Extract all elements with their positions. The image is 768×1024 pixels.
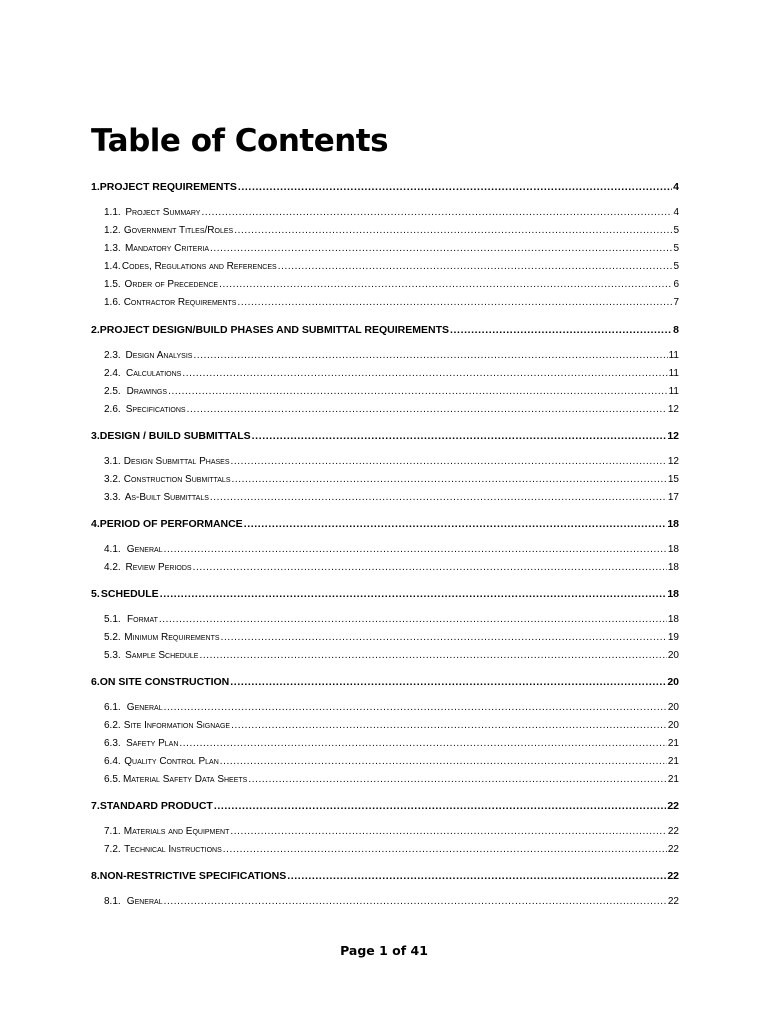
toc-section-entry[interactable] <box>91 800 679 816</box>
toc-entry-number: 1.6. <box>104 297 121 308</box>
dot-leader <box>210 492 667 503</box>
toc-subsection-entry[interactable] <box>104 650 679 666</box>
toc-subsection-entry[interactable] <box>104 243 679 259</box>
toc-entry-page-number: 20 <box>667 720 679 731</box>
toc-entry-page-number: 15 <box>667 474 679 485</box>
toc-entry-label: Site Information Signage <box>123 720 231 731</box>
toc-entry-number: 4.1. <box>104 544 121 555</box>
toc-entry-page-number: 20 <box>667 650 679 661</box>
dot-leader <box>164 544 667 555</box>
toc-subsection-entry[interactable] <box>104 386 679 402</box>
dot-leader <box>187 404 667 415</box>
toc-entry-page-number: 11 <box>668 368 679 379</box>
toc-entry-page-number: 22 <box>667 844 679 855</box>
toc-entry-label: Design Submittal Phases <box>123 456 230 467</box>
dot-leader <box>220 756 667 767</box>
toc-entry-label: Calculations <box>125 368 182 379</box>
toc-entry-label: Specifications <box>125 404 186 415</box>
toc-subsection-entry[interactable] <box>104 614 679 630</box>
dot-leader <box>252 430 667 442</box>
dot-leader <box>450 324 672 336</box>
toc-entry-label: Material Safety Data Sheets <box>122 774 248 785</box>
toc-entry-number: 7.2. <box>104 844 121 855</box>
toc-entry-page-number: 5 <box>673 243 679 254</box>
toc-subsection-entry[interactable] <box>104 562 679 578</box>
toc-entry-page-number: 6 <box>673 279 679 290</box>
toc-entry-label: Drawings <box>126 386 168 397</box>
dot-leader <box>238 181 672 193</box>
toc-subsection-entry[interactable] <box>104 404 679 420</box>
dot-leader <box>219 279 672 290</box>
toc-entry-number: 6.2. <box>104 720 121 731</box>
dot-leader <box>179 738 666 749</box>
toc-entry-page-number: 4 <box>673 181 679 193</box>
toc-entry-label: As-Built Submittals <box>124 492 209 503</box>
toc-entry-label: DESIGN / BUILD SUBMITTALS <box>99 430 251 442</box>
toc-entry-page-number: 12 <box>667 430 679 442</box>
toc-entry-page-number: 11 <box>668 386 679 397</box>
toc-section-entry[interactable] <box>91 430 679 446</box>
toc-section-entry[interactable] <box>91 518 679 534</box>
toc-entry-number: 5.2. <box>104 632 121 643</box>
toc-entry-number: 3.3. <box>104 492 121 503</box>
toc-entry-page-number: 17 <box>667 492 679 503</box>
dot-leader <box>230 826 666 837</box>
toc-entry-number: 6.4. <box>104 756 121 767</box>
toc-entry-number: 4.2. <box>104 562 121 573</box>
dot-leader <box>231 474 666 485</box>
toc-entry-number: 2.3. <box>104 350 121 361</box>
toc-subsection-entry[interactable] <box>104 297 679 313</box>
toc-subsection-entry[interactable] <box>104 544 679 560</box>
toc-entry-number: 3.1. <box>104 456 121 467</box>
toc-entry-page-number: 7 <box>673 297 679 308</box>
toc-section-entry[interactable] <box>91 181 679 197</box>
toc-subsection-entry[interactable] <box>104 702 679 718</box>
toc-subsection-entry[interactable] <box>104 207 679 223</box>
toc-entry-number: 2.5. <box>104 386 121 397</box>
toc-entry-number: 1.2. <box>104 225 121 236</box>
dot-leader <box>248 774 667 785</box>
dot-leader <box>164 896 667 907</box>
toc-subsection-entry[interactable] <box>104 261 679 277</box>
dot-leader <box>168 386 668 397</box>
toc-entry-label: Format <box>127 614 158 625</box>
toc-entry-label: PROJECT DESIGN/BUILD PHASES AND SUBMITTAL REQUIREMENTS <box>99 324 450 336</box>
toc-entry-label: Sample Schedule <box>125 650 199 661</box>
toc-entry-number: 1.1. <box>104 207 121 218</box>
toc-entry-label: Quality Control Plan <box>124 756 219 767</box>
toc-entry-page-number: 12 <box>667 404 679 415</box>
toc-entry-number: 8.1. <box>104 896 121 907</box>
toc-entry-number: 6.3. <box>104 738 121 749</box>
dot-leader <box>234 225 672 236</box>
toc-entry-page-number: 21 <box>667 774 679 785</box>
toc-entry-number: 4. <box>91 518 100 530</box>
toc-entry-label: General <box>126 702 163 713</box>
toc-subsection-entry[interactable] <box>104 826 679 842</box>
toc-section-entry[interactable] <box>91 870 679 886</box>
dot-leader <box>223 844 667 855</box>
toc-entry-page-number: 18 <box>667 614 679 625</box>
toc-entry-label: PROJECT REQUIREMENTS <box>99 181 237 193</box>
toc-entry-page-number: 21 <box>667 756 679 767</box>
dot-leader <box>287 870 666 882</box>
dot-leader <box>214 800 666 812</box>
dot-leader <box>278 261 673 272</box>
dot-leader <box>244 518 667 530</box>
toc-section-entry[interactable] <box>91 676 679 692</box>
toc-entry-label: General <box>126 544 163 555</box>
dot-leader <box>237 297 672 308</box>
toc-entry-number: 2. <box>91 324 100 336</box>
toc-entry-number: 7.1. <box>104 826 121 837</box>
toc-subsection-entry[interactable] <box>104 720 679 736</box>
toc-subsection-entry[interactable] <box>104 368 679 384</box>
toc-entry-label: Construction Submittals <box>123 474 231 485</box>
toc-entry-number: 6.1. <box>104 702 121 713</box>
dot-leader <box>210 243 672 254</box>
toc-entry-number: 1.3. <box>104 243 121 254</box>
toc-entry-label: STANDARD PRODUCT <box>99 800 213 812</box>
toc-entry-page-number: 20 <box>667 702 679 713</box>
toc-entry-number: 1.4. <box>104 261 121 272</box>
toc-subsection-entry[interactable] <box>104 279 679 295</box>
toc-subsection-entry[interactable] <box>104 844 679 860</box>
dot-leader <box>193 350 667 361</box>
dot-leader <box>230 676 666 688</box>
toc-entry-label: PERIOD OF PERFORMANCE <box>99 518 243 530</box>
toc-entry-label: Order of Precedence <box>124 279 219 290</box>
toc-subsection-entry[interactable] <box>104 774 679 790</box>
toc-subsection-entry[interactable] <box>104 456 679 472</box>
toc-entry-page-number: 21 <box>667 738 679 749</box>
toc-entry-page-number: 22 <box>667 826 679 837</box>
toc-subsection-entry[interactable] <box>104 225 679 241</box>
dot-leader <box>160 588 667 600</box>
toc-entry-label: Materials and Equipment <box>123 826 230 837</box>
toc-entry-page-number: 18 <box>667 588 679 600</box>
toc-entry-number: 5.3. <box>104 650 121 661</box>
toc-entry-page-number: 22 <box>667 896 679 907</box>
toc-entry-page-number: 20 <box>667 676 679 688</box>
toc-subsection-entry[interactable] <box>104 350 679 366</box>
toc-entry-number: 7. <box>91 800 100 812</box>
dot-leader <box>182 368 667 379</box>
toc-entry-number: 1. <box>91 181 100 193</box>
toc-entry-label: Design Analysis <box>125 350 193 361</box>
toc-entry-number: 6.5. <box>104 774 121 785</box>
toc-entry-page-number: 4 <box>673 207 679 218</box>
toc-entry-page-number: 19 <box>667 632 679 643</box>
toc-entry-number: 2.6. <box>104 404 121 415</box>
toc-entry-page-number: 5 <box>673 225 679 236</box>
dot-leader <box>231 456 667 467</box>
toc-section-entry[interactable] <box>91 588 679 604</box>
toc-subsection-entry[interactable] <box>104 492 679 508</box>
toc-entry-number: 3. <box>91 430 100 442</box>
toc-entry-label: Review Periods <box>125 562 192 573</box>
toc-subsection-entry[interactable] <box>104 756 679 772</box>
toc-entry-page-number: 18 <box>667 562 679 573</box>
toc-entry-label: Mandatory Criteria <box>124 243 210 254</box>
toc-entry-page-number: 8 <box>673 324 679 336</box>
toc-entry-number: 5. <box>91 588 100 600</box>
toc-entry-number: 3.2. <box>104 474 121 485</box>
toc-entry-label: Government Titles/Roles <box>123 225 234 236</box>
dot-leader <box>221 632 667 643</box>
toc-entry-page-number: 11 <box>668 350 679 361</box>
toc-entry-page-number: 12 <box>667 456 679 467</box>
dot-leader <box>193 562 667 573</box>
toc-entry-page-number: 18 <box>667 544 679 555</box>
toc-entry-label: Codes, Regulations and References <box>121 261 277 272</box>
toc-entry-label: General <box>126 896 163 907</box>
page-title: Table of Contents <box>91 123 389 159</box>
toc-entry-number: 6. <box>91 676 100 688</box>
dot-leader <box>201 207 672 218</box>
toc-subsection-entry[interactable] <box>104 896 679 912</box>
toc-entry-page-number: 22 <box>667 870 679 882</box>
toc-entry-label: Safety Plan <box>126 738 179 749</box>
dot-leader <box>164 702 667 713</box>
toc-entry-label: NON-RESTRICTIVE SPECIFICATIONS <box>99 870 287 882</box>
toc-entry-number: 1.5. <box>104 279 121 290</box>
toc-entry-label: Minimum Requirements <box>124 632 220 643</box>
toc-entry-label: SCHEDULE <box>100 588 159 600</box>
dot-leader <box>159 614 667 625</box>
toc-subsection-entry[interactable] <box>104 738 679 754</box>
toc-subsection-entry[interactable] <box>104 474 679 490</box>
toc-entry-label: ON SITE CONSTRUCTION <box>99 676 230 688</box>
toc-entry-page-number: 22 <box>667 800 679 812</box>
page-footer: Page 1 of 41 <box>340 943 428 958</box>
toc-entry-label: Contractor Requirements <box>123 297 237 308</box>
toc-entry-page-number: 5 <box>673 261 679 272</box>
toc-entry-label: Technical Instructions <box>124 844 222 855</box>
dot-leader <box>231 720 667 731</box>
toc-section-entry[interactable] <box>91 324 679 340</box>
toc-entry-page-number: 18 <box>667 518 679 530</box>
toc-entry-number: 2.4. <box>104 368 121 379</box>
toc-subsection-entry[interactable] <box>104 632 679 648</box>
dot-leader <box>199 650 666 661</box>
toc-entry-number: 5.1. <box>104 614 121 625</box>
toc-entry-label: Project Summary <box>125 207 201 218</box>
toc-entry-number: 8. <box>91 870 100 882</box>
